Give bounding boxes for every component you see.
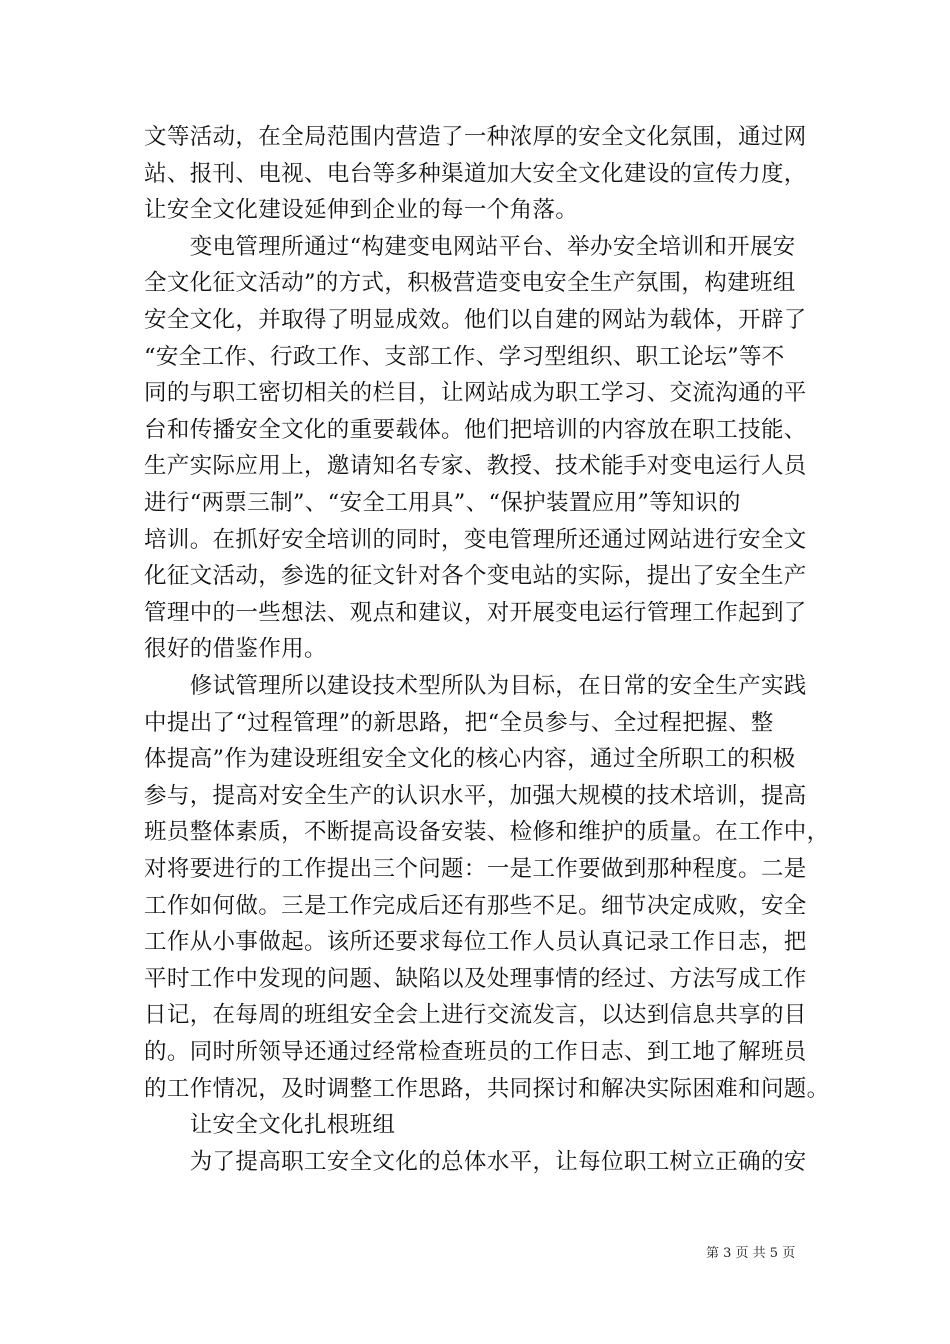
text-line: 管理中的一些想法、观点和建议，对开展变电运行管理工作起到了 [144, 599, 807, 626]
text-line: 的。同时所领导还通过经常检查班员的工作日志、到工地了解班员 [144, 1039, 807, 1065]
text-line: 生产实际应用上，邀请知名专家、教授、技术能手对变电运行人员 [144, 453, 807, 480]
text-line: “安全工作、行政工作、支部工作、学习型组织、职工论坛”等不 [144, 343, 785, 370]
text-line: 很好的借鉴作用。 [144, 636, 327, 663]
text-line: 班员整体素质，不断提高设备安装、检修和维护的质量。在工作中， [144, 819, 830, 846]
text-line: 进行“两票三制”、“安全工用具”、“保护装置应用”等知识的 [144, 490, 741, 516]
text-line: 让安全文化建设延伸到企业的每一个角落。 [144, 197, 579, 224]
text-line: 台和传播安全文化的重要载体。他们把培训的内容放在职工技能、 [144, 416, 807, 443]
text-line: 平时工作中发现的问题、缺陷以及处理事情的经过、方法写成工作 [144, 965, 807, 992]
text-line: 中提出了“过程管理”的新思路，把“全员参与、全过程把握、整 [144, 709, 774, 736]
text-line: 工作从小事做起。该所还要求每位工作人员认真记录工作日志，把 [144, 929, 807, 956]
text-line: 文等活动，在全局范围内营造了一种浓厚的安全文化氛围，通过网 [144, 124, 807, 150]
text-line: 参与，提高对安全生产的认识水平，加强大规模的技术培训，提高 [144, 782, 807, 809]
text-line: 培训。在抓好安全培训的同时，变电管理所还通过网站进行安全文 [144, 526, 807, 553]
text-line: 让安全文化扎根班组 [144, 1112, 396, 1139]
text-line: 变电管理所通过“构建变电网站平台、举办安全培训和开展安 [144, 233, 796, 260]
text-line: 站、报刊、电视、电台等多种渠道加大安全文化建设的宣传力度， [144, 160, 807, 187]
text-line: 安全文化，并取得了明显成效。他们以自建的网站为载体，开辟了 [144, 307, 807, 333]
text-line: 体提高”作为建设班组安全文化的核心内容，通过全所职工的积极 [144, 746, 796, 773]
text-line: 修试管理所以建设技术型所队为目标，在日常的安全生产实践 [144, 673, 807, 699]
text-line: 对将要进行的工作提出三个问题：一是工作要做到那种程度。二是 [144, 856, 807, 882]
text-line: 工作如何做。三是工作完成后还有那些不足。细节决定成败，安全 [144, 892, 807, 919]
text-line: 日记，在每周的班组安全会上进行交流发言，以达到信息共享的目 [144, 1002, 807, 1029]
text-line: 的工作情况，及时调整工作思路，共同探讨和解决实际困难和问题。 [144, 1075, 830, 1102]
page-number-footer: 第 3 页 共 5 页 [706, 1246, 796, 1261]
text-line: 全文化征文活动”的方式，积极营造变电安全生产氛围，构建班组 [144, 270, 796, 297]
text-line: 同的与职工密切相关的栏目，让网站成为职工学习、交流沟通的平 [144, 380, 807, 407]
text-line: 化征文活动，参选的征文针对各个变电站的实际，提出了安全生产 [144, 563, 807, 590]
text-line: 为了提高职工安全文化的总体水平，让每位职工树立正确的安 [144, 1148, 807, 1175]
